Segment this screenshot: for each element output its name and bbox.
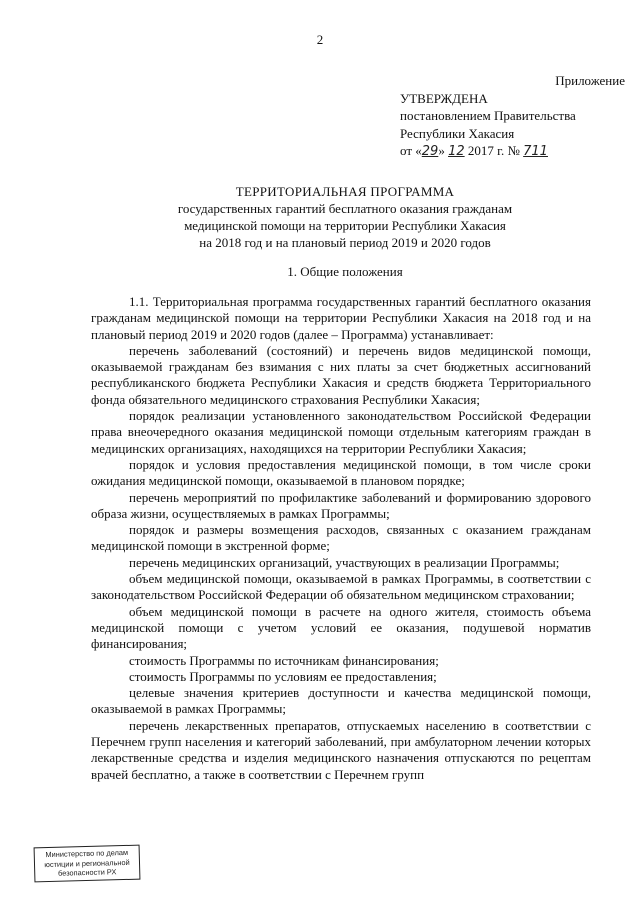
title-line-2: государственных гарантий бесплатного оказания гражданам	[177, 201, 513, 216]
approved-label: УТВЕРЖДЕНА	[400, 90, 488, 106]
title-main: ТЕРРИТОРИАЛЬНАЯ ПРОГРАММА	[235, 184, 455, 199]
paragraph: перечень заболеваний (состояний) и перечень видов медицинской помощи, оказываемой гражданам без взимания с них платы за счет бюджетных ассигнований республиканского бюджета Республики Хакасия и средств бюджета Территориального фонда обязательного медицинского страхования Республики Хакасия;	[91, 342, 591, 407]
paragraph: перечень мероприятий по профилактике заболеваний и формированию здорового образа жизни, осуществляемых в рамках Программы;	[91, 489, 591, 521]
paragraph: порядок и размеры возмещения расходов, связанных с оказанием гражданам медицинской помощи в экстренной форме;	[91, 522, 591, 554]
paragraph: целевые значения критериев доступности и качества медицинской помощи, оказываемой в рамках Программы;	[91, 685, 591, 717]
appendix-label: Приложение	[555, 73, 625, 88]
paragraph: объем медицинской помощи в расчете на одного жителя, стоимость объема медицинской помощи с учетом условий ее оказания, подушевой норматив финансирования;	[91, 603, 591, 652]
approval-block	[400, 72, 625, 161]
date-mid: »	[438, 143, 449, 158]
date-day: 29	[421, 144, 439, 159]
section-heading: 1. Общие положения	[287, 264, 403, 279]
date-prefix: от «	[400, 143, 422, 158]
page-number: 2	[316, 32, 324, 47]
document-number: 711	[523, 144, 548, 159]
republic-label: Республики Хакасия	[400, 125, 515, 141]
paragraph: перечень медицинских организаций, участвующих в реализации Программы;	[129, 554, 560, 570]
paragraph: порядок и условия предоставления медицинской помощи, в том числе сроки ожидания медицинской помощи, оказываемой в плановом порядке;	[91, 456, 591, 489]
stamp-line-3: безопасности РХ	[57, 867, 117, 878]
paragraph: 1.1. Территориальная программа государственных гарантий бесплатного оказания гражданам медицинской помощи на территории Республики Хакасия на 2018 год и на плановый период 2019 и 2020 годов (далее – Программа) устанавливает:	[91, 294, 591, 342]
program-title	[95, 183, 595, 251]
title-line-4: на 2018 год и на плановый период 2019 и 2020 годов	[199, 235, 491, 250]
approval-date	[400, 142, 625, 161]
stamp-line-1: Министерство по делам	[45, 847, 129, 860]
date-year: 2017 г. №	[464, 143, 524, 158]
paragraph: порядок реализации установленного законодательством Российской Федерации права внеочередного оказания медицинской помощи отдельным категориям граждан в медицинских организациях, находящихся на территории Республики Хакасия;	[91, 408, 591, 456]
paragraph: объем медицинской помощи, оказываемой в рамках Программы, в соответствии с законодательством Российской Федерации об обязательном медицинском страховании;	[91, 571, 591, 603]
paragraph: стоимость Программы по условиям ее предоставления;	[129, 668, 437, 684]
paragraph: стоимость Программы по источникам финансирования;	[129, 652, 439, 668]
body-text	[91, 294, 591, 783]
title-line-3: медицинской помощи на территории Республики Хакасия	[184, 218, 506, 233]
paragraph: перечень лекарственных препаратов, отпускаемых населению в соответствии с Перечнем групп населения и категорий заболеваний, при амбулаторном лечении которых лекарственные средства и изделия медицинского назначения отпускаются по рецептам врачей бесплатно, а также в соответствии с Перечнем групп	[91, 717, 591, 782]
date-month: 12	[448, 144, 465, 159]
stamp-line-2: юстиции и региональной	[44, 857, 130, 869]
resolution-label: постановлением Правительства	[400, 108, 576, 123]
ministry-stamp	[34, 845, 141, 882]
